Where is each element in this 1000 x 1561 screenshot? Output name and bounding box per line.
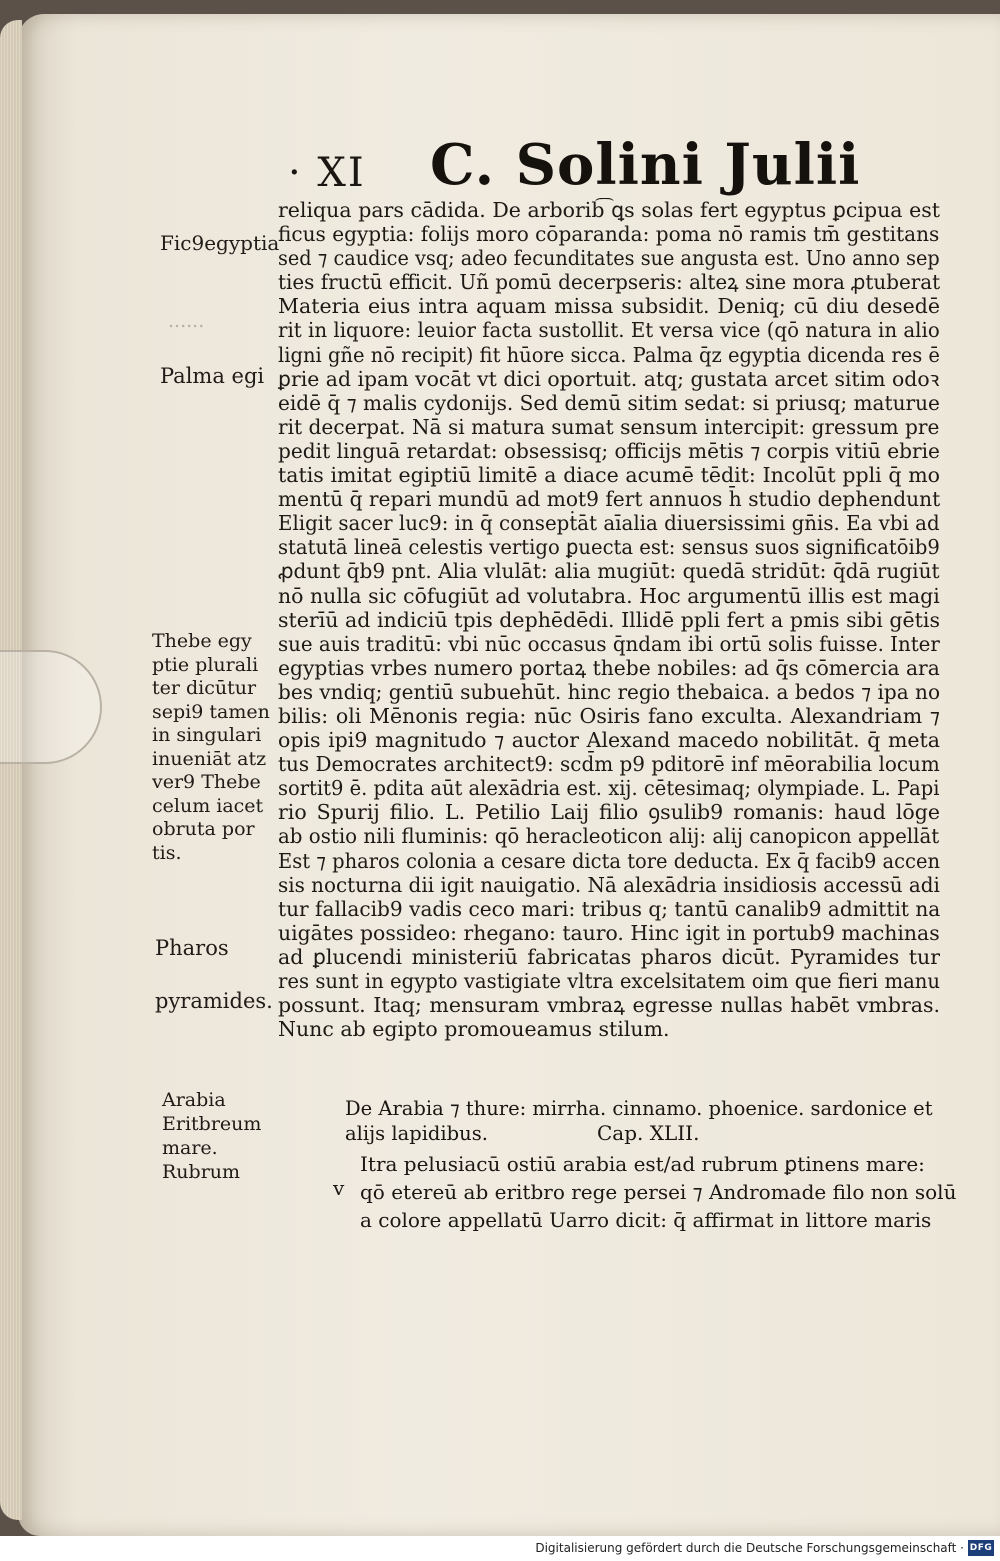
marginal-note-line: Thebe egy (152, 630, 252, 652)
text-line: ties fructū efficit. Uñ pomū decerpseris: alteꝝ sine mora ꝓtuberat (278, 270, 941, 295)
marginal-note-line: ptie plurali (152, 653, 259, 676)
chapter-heading-line2: alijs lapidibus. (345, 1122, 488, 1145)
marginal-note-pyramides: pyramides. (155, 989, 273, 1013)
marginal-note-line: tis. (152, 841, 182, 864)
running-head-title: C. Solini Julii (430, 132, 861, 198)
text-line: nō nulla sic cōfugiūt ad volutabra. Hoc argumentū illis est magi (278, 583, 940, 608)
marginal-note-line: Eritbreum (162, 1113, 262, 1135)
marginal-note-line: in singulari (152, 724, 262, 746)
text-line: sterīū ad indiciū tpis dephēdēdi. Illidē ppli fert a pmis sibi gētis (278, 607, 940, 632)
marginal-note-line: inueniāt atz (152, 747, 267, 770)
marginal-note-faint: ...... (168, 310, 205, 332)
text-line: sortit9 ē. pdita aūt alexādria est. xij. cētesimaq; olympiade. L. Papi (278, 776, 940, 801)
chapter-heading-line1: De Arabia ⁊ thure: mirrha. cinnamo. phoenice. sardonice et (345, 1097, 933, 1120)
marginal-note-line: Arabia (162, 1089, 226, 1111)
text-line: tus Democrates architect9: scd̄m p9 pditorē inf mēorabilia locum (278, 752, 940, 777)
text-line: reliqua pars cādida. De arborib͡ ꝗs solas fert egyptus ꝑcipua est (278, 198, 940, 222)
text-line: ab ostio nili fluminis: qō heracleoticon alij: alij canopicon appellāt (278, 824, 940, 849)
text-line: sed ⁊ caudice vsq; adeo fecunditates sue angusta est. Uno anno sep (278, 246, 940, 271)
text-line: Est ⁊ pharos colonia a cesare dicta tore deducta. Ex q̄ facib9 accen (278, 848, 941, 873)
text-line: ꝓdunt q̄b9 pnt. Alia vlulāt: alia mugiūt: quedā stridūt: q̄dā rugiūt (278, 559, 940, 584)
text-line: ficus egyptia: folijs moro cōparanda: poma nō ramis tm̄ gestitans (278, 222, 940, 247)
chapter-text-line: qō etereū ab eritbro rege persei ⁊ Andromade filo non solū (360, 1180, 957, 1204)
text-line: Materia eius intra aquam missa subsidit. Deniq; cū diu desedē (278, 294, 940, 319)
text-line: res sunt in egypto vastigiate vltra excelsitatem oim que fieri manu (278, 969, 941, 993)
marginal-note-line: mare. (162, 1137, 218, 1159)
text-line: mentū q̄ repari mundū ad mot9 fert annuos h̄ studio dephendunt (278, 487, 941, 512)
text-line: tatis imitat egiptiū limitē a diace acumē tēdit: Incolūt ppli q̄ mo (278, 463, 940, 488)
text-line: bilis: oli Mēnonis regia: nūc Osiris fano exculta. Alexandriam ⁊ (278, 703, 940, 728)
chapter-text-line: a colore appellatū Uarro dicit: q̄ affirmat in littore maris (360, 1208, 932, 1232)
text-line: uigātes possideo: rhegano: tauro. Hinc igit in portub9 machinas (278, 920, 940, 945)
book-fore-edge (0, 20, 22, 1520)
marginal-note-arabia (162, 1088, 261, 1184)
marginal-note-palma: Palma egi (160, 364, 265, 388)
text-line: ꝑrie ad ipam vocāt vt dici oportuit. atq; gustata arcet sitim odoꝛ (278, 366, 940, 391)
text-line: opis ipi9 magnitudo ⁊ auctor Alexand macedo nobilitāt. q̄ meta (278, 728, 940, 753)
text-line: Eligit sacer luc9: in q̄ consepṫāt aīalia diuersissimi gn̄is. Ea vbi ad (278, 511, 940, 536)
text-line: sue auis traditū: vbi nūc occasus q̄ndam ibi ortū solis fuisse. Inter (278, 631, 940, 656)
marginal-note-ficus: Fic9egyptia (160, 231, 280, 255)
text-line: ligni gñe nō recipit) fit hūore sicca. Palma q̄z egyptia dicenda res ē (278, 342, 940, 367)
chapter-text (360, 1150, 960, 1234)
text-line: eidē q̄ ⁊ malis cydonijs. Sed demū sitim sedat: si priusq; maturue (278, 390, 940, 415)
text-line: ad ꝑlucendi ministeriū fabricatas pharos dicūt. Pyramides tur (278, 944, 940, 969)
main-text-block (278, 198, 940, 1041)
marginal-note-thebe (152, 630, 270, 865)
chapter-heading (345, 1096, 945, 1146)
text-line: bes vndiq; gentiū subuehūt. hinc regio thebaica. a bedos ⁊ ipa no (278, 679, 941, 704)
footer-credit: Digitalisierung gefördert durch die Deutsche Forschungsgemeinschaft · (535, 1541, 964, 1555)
text-line-last: Nunc ab egipto promoueamus stilum. (278, 1017, 670, 1042)
chapter-text-line: Itra pelusiacū ostiū arabia est/ad rubrum ꝑtinens mare: (360, 1152, 925, 1176)
dfg-logo: DFG (968, 1540, 994, 1556)
marginal-note-line: obruta por (152, 818, 255, 840)
text-line: sis nocturna dii igit nauigatio. Nā alexādria insidiosis accessū adi (278, 872, 940, 897)
text-line: rio Spurij filio. L. Petilio Laij filio ꝯsulib9 romanis: haud lōge (278, 800, 940, 825)
text-line: statutā lineā celestis vertigo ꝑuecta est: sensus suos significatōib9 (278, 535, 940, 560)
chapter-number: Cap. XLII. (597, 1121, 700, 1145)
marginal-note-line: celum iacet (152, 794, 264, 817)
text-line: possunt. Itaq; mensuram vmbraꝝ egresse nullas habēt vmbras. (278, 993, 940, 1018)
text-line: tur fallacib9 vadis ceco mari: tribus q; tantū canalib9 admittit na (278, 896, 941, 921)
marginal-note-line: Rubrum (162, 1161, 241, 1183)
marginal-note-line: ver9 Thebe (152, 771, 261, 793)
text-line: rit in liquore: leuior facta sustollit. Et versa vice (qō natura in alio (278, 318, 940, 343)
initial-guide-letter: v (333, 1176, 345, 1200)
digitization-footer (0, 1536, 1000, 1561)
text-line: pedit linguā retardat: obsessisq; officijs mētis ⁊ corpis vitiū ebrie (278, 438, 940, 463)
running-head-left: · XI (288, 150, 366, 196)
text-line: egyptias vrbes numero portaꝝ thebe nobiles: ad q̄s cōmercia ara (278, 655, 940, 680)
marginal-note-pharos: Pharos (155, 936, 229, 960)
marginal-note-line: ter dicūtur (152, 677, 257, 699)
marginal-note-line: sepi9 tamen (152, 700, 270, 723)
text-line: rit decerpat. Nā si matura sumat sensum intercipit: gressum pre (278, 414, 940, 439)
